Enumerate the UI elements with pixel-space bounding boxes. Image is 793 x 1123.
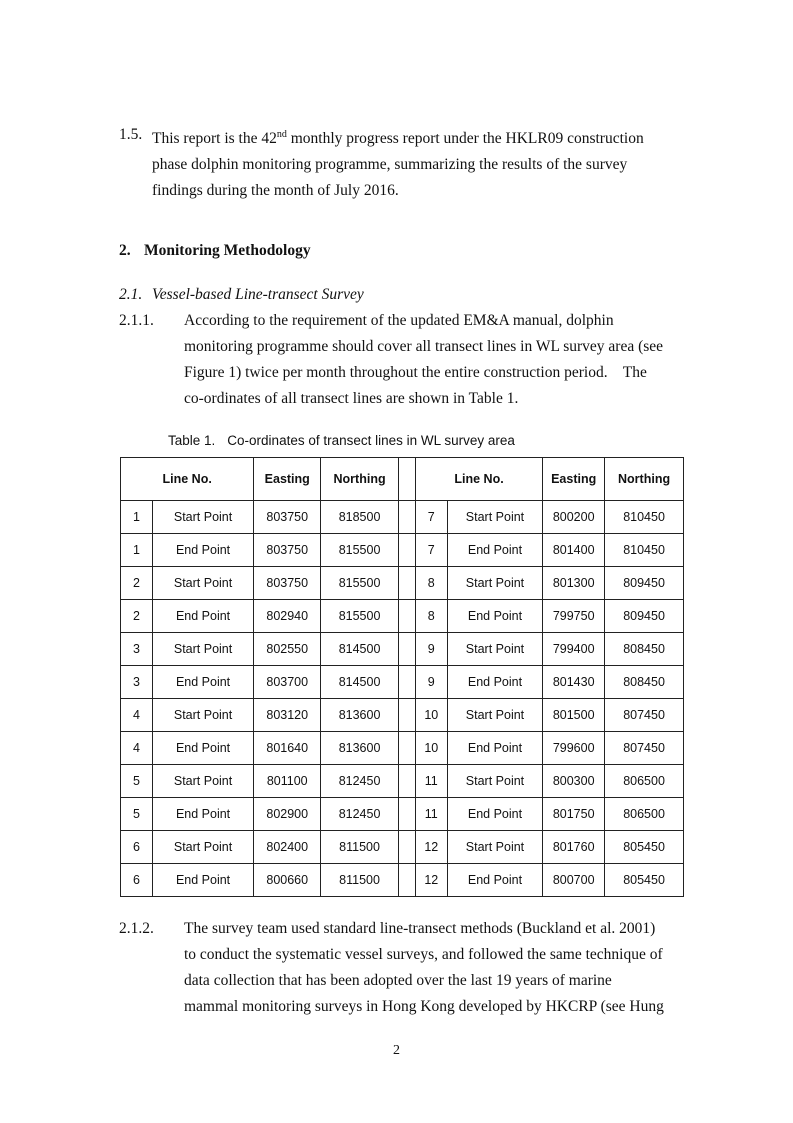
point-type-cell: Start Point [447,633,543,666]
northing-cell: 818500 [321,501,399,534]
easting-cell: 803120 [254,699,321,732]
header-northing-left: Northing [321,458,399,501]
line-number-cell: 5 [121,798,153,831]
line-number-cell: 6 [121,831,153,864]
header-easting-right: Easting [543,458,605,501]
subsection-title: Vessel-based Line-transect Survey [152,286,364,303]
point-type-cell: End Point [152,534,253,567]
line-number-cell: 10 [415,699,447,732]
easting-cell: 799750 [543,600,605,633]
point-type-cell: Start Point [447,765,543,798]
paragraph-body [119,122,679,204]
northing-cell: 811500 [321,831,399,864]
line-number-cell: 3 [121,633,153,666]
paragraph-line: co-ordinates of all transect lines are shown in Table 1. [184,390,519,407]
paragraph-number: 1.5. [119,126,143,143]
easting-cell: 801500 [543,699,605,732]
easting-cell: 802940 [254,600,321,633]
table-gap-cell [398,458,415,501]
paragraph-line: mammal monitoring surveys in Hong Kong developed by HKCRP (see Hung [184,998,664,1015]
page-number: 2 [393,1043,400,1058]
line-number-cell: 1 [121,501,153,534]
table-gap-cell [398,633,415,666]
point-type-cell: End Point [447,600,543,633]
header-easting-left: Easting [254,458,321,501]
line-number-cell: 5 [121,765,153,798]
header-northing-right: Northing [605,458,684,501]
paragraph-line: monitoring programme should cover all transect lines in WL survey area (see [184,338,664,355]
line-number-cell: 12 [415,831,447,864]
header-line-no-left: Line No. [121,458,254,501]
line-number-cell: 7 [415,501,447,534]
table-gap-cell [398,501,415,534]
point-type-cell: Start Point [447,831,543,864]
easting-cell: 802400 [254,831,321,864]
table-gap-cell [398,567,415,600]
ordinal-superscript: nd [276,129,287,140]
point-type-cell: End Point [447,732,543,765]
line-number-cell: 8 [415,600,447,633]
easting-cell: 803750 [254,534,321,567]
line-number-cell: 9 [415,666,447,699]
point-type-cell: Start Point [447,567,543,600]
point-type-cell: Start Point [447,699,543,732]
paragraph-number: 2.1.1. [119,312,154,329]
easting-cell: 800200 [543,501,605,534]
point-type-cell: End Point [447,534,543,567]
table-row [121,600,684,633]
line-number-cell: 11 [415,798,447,831]
point-type-cell: Start Point [447,501,543,534]
subsection-heading-2-1 [119,286,364,304]
northing-cell: 815500 [321,600,399,633]
subsection-number: 2.1. [119,286,143,303]
table-gap-cell [398,666,415,699]
paragraph-body [184,916,684,1020]
paragraph-line: According to the requirement of the updated EM&A manual, dolphin [184,312,614,329]
paragraph-line: The survey team used standard line-transect methods (Buckland et al. 2001) [184,920,656,937]
easting-cell: 800660 [254,864,321,897]
line-number-cell: 10 [415,732,447,765]
paragraph-line: findings during the month of July 2016. [152,182,399,200]
table-gap-cell [398,699,415,732]
table-caption-label: Table 1. [168,433,216,448]
point-type-cell: End Point [152,864,253,897]
table-row [121,567,684,600]
table-gap-cell [398,831,415,864]
table-row [121,501,684,534]
northing-cell: 808450 [605,633,684,666]
point-type-cell: End Point [447,666,543,699]
header-line-no-right: Line No. [415,458,542,501]
table-header-row [121,458,684,501]
easting-cell: 799600 [543,732,605,765]
northing-cell: 813600 [321,732,399,765]
text-before-superscript: This report is the 42 [152,130,277,148]
northing-cell: 812450 [321,798,399,831]
northing-cell: 814500 [321,666,399,699]
easting-cell: 801760 [543,831,605,864]
northing-cell: 806500 [605,798,684,831]
paragraph-body [184,308,684,412]
line-number-cell: 1 [121,534,153,567]
northing-cell: 815500 [321,534,399,567]
line-number-cell: 4 [121,732,153,765]
paragraph-line: phase dolphin monitoring programme, summarizing the results of the survey [152,156,628,174]
point-type-cell: End Point [152,732,253,765]
table-row [121,765,684,798]
table-row [121,732,684,765]
text-after-superscript: monthly progress report under the HKLR09 construction [286,130,644,148]
line-number-cell: 11 [415,765,447,798]
table-gap-cell [398,765,415,798]
point-type-cell: End Point [152,798,253,831]
table-row [121,798,684,831]
line-number-cell: 8 [415,567,447,600]
table-gap-cell [398,732,415,765]
transect-coordinates-table [120,457,684,897]
northing-cell: 807450 [605,732,684,765]
northing-cell: 807450 [605,699,684,732]
northing-cell: 805450 [605,831,684,864]
northing-cell: 813600 [321,699,399,732]
northing-cell: 812450 [321,765,399,798]
easting-cell: 800700 [543,864,605,897]
easting-cell: 803700 [254,666,321,699]
table-caption [168,433,515,448]
table-gap-cell [398,600,415,633]
easting-cell: 801750 [543,798,605,831]
table-row [121,534,684,567]
line-number-cell: 6 [121,864,153,897]
northing-cell: 811500 [321,864,399,897]
line-number-cell: 2 [121,567,153,600]
line-number-cell: 9 [415,633,447,666]
point-type-cell: Start Point [152,501,253,534]
point-type-cell: End Point [152,666,253,699]
easting-cell: 799400 [543,633,605,666]
line-number-cell: 4 [121,699,153,732]
easting-cell: 801100 [254,765,321,798]
line-number-cell: 7 [415,534,447,567]
table-gap-cell [398,864,415,897]
table-caption-text: Co-ordinates of transect lines in WL survey area [227,433,515,448]
easting-cell: 801400 [543,534,605,567]
point-type-cell: Start Point [152,765,253,798]
paragraph-line [152,122,679,152]
section-number: 2. [119,242,131,259]
line-number-cell: 2 [121,600,153,633]
northing-cell: 809450 [605,567,684,600]
paragraph-2-1-1 [119,308,684,412]
northing-cell: 810450 [605,501,684,534]
table-row [121,699,684,732]
easting-cell: 801430 [543,666,605,699]
paragraph-2-1-2 [119,916,684,1020]
easting-cell: 800300 [543,765,605,798]
northing-cell: 815500 [321,567,399,600]
paragraph-line: Figure 1) twice per month throughout the entire construction period. The [184,364,647,381]
table-row [121,633,684,666]
northing-cell: 808450 [605,666,684,699]
line-number-cell: 3 [121,666,153,699]
paragraph-line: to conduct the systematic vessel surveys, and followed the same technique of [184,946,663,963]
northing-cell: 814500 [321,633,399,666]
table-gap-cell [398,798,415,831]
paragraph-line: data collection that has been adopted over the last 19 years of marine [184,972,612,989]
table-gap-cell [398,534,415,567]
paragraph-number: 2.1.2. [119,920,154,937]
table-row [121,666,684,699]
northing-cell: 805450 [605,864,684,897]
point-type-cell: Start Point [152,567,253,600]
table-row [121,831,684,864]
easting-cell: 802900 [254,798,321,831]
northing-cell: 809450 [605,600,684,633]
northing-cell: 806500 [605,765,684,798]
easting-cell: 803750 [254,567,321,600]
easting-cell: 801300 [543,567,605,600]
section-title: Monitoring Methodology [144,242,311,259]
point-type-cell: End Point [152,600,253,633]
point-type-cell: End Point [447,798,543,831]
easting-cell: 803750 [254,501,321,534]
point-type-cell: Start Point [152,831,253,864]
point-type-cell: Start Point [152,633,253,666]
easting-cell: 801640 [254,732,321,765]
easting-cell: 802550 [254,633,321,666]
northing-cell: 810450 [605,534,684,567]
line-number-cell: 12 [415,864,447,897]
point-type-cell: Start Point [152,699,253,732]
table-row [121,864,684,897]
paragraph-1-5 [119,122,679,204]
point-type-cell: End Point [447,864,543,897]
section-heading-2 [119,242,311,260]
